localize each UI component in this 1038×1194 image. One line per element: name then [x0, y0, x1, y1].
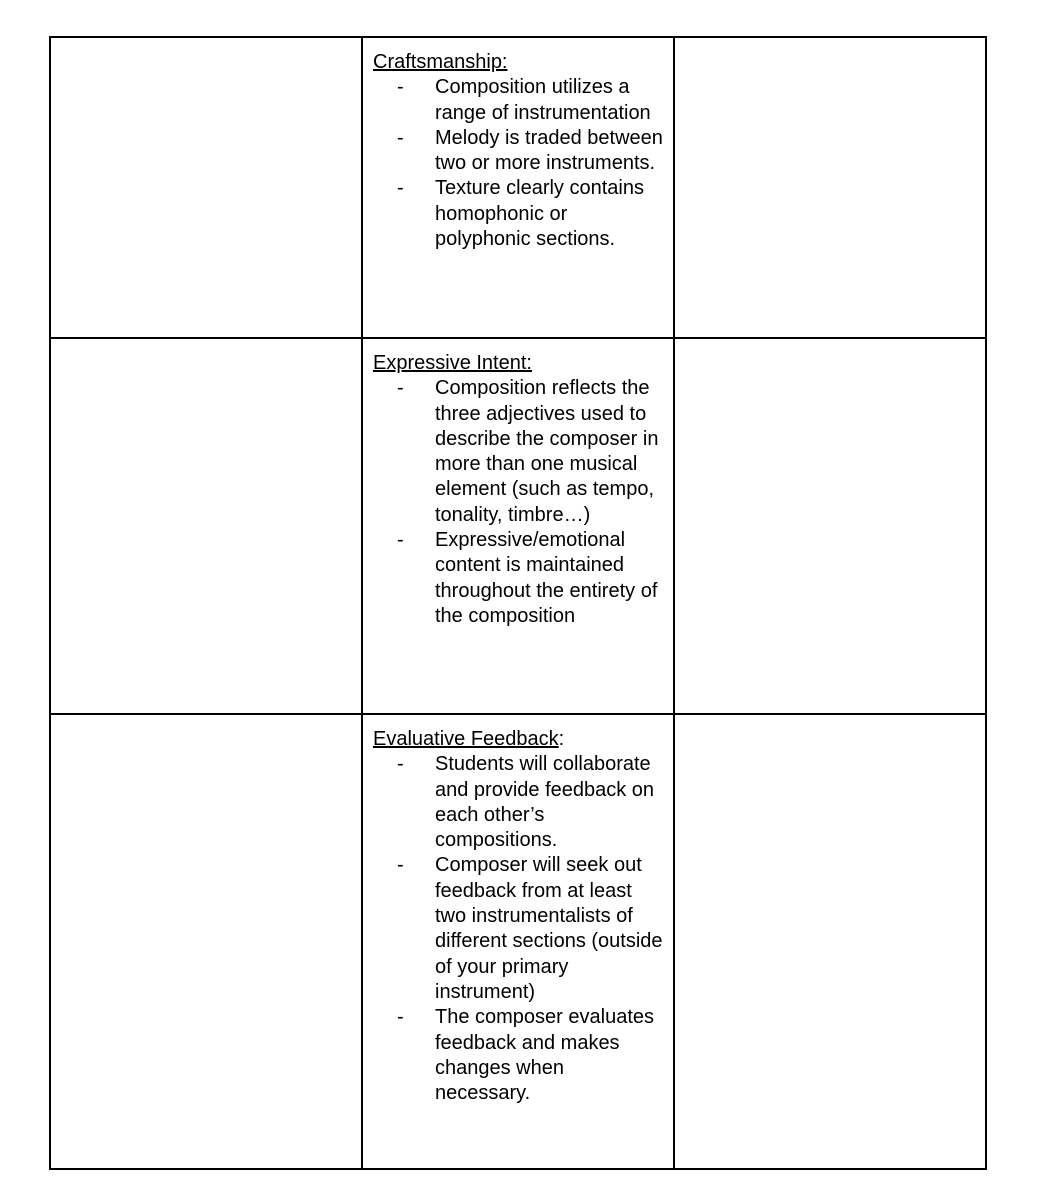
rubric-row-craftsmanship [50, 37, 986, 338]
list-item-text: Expressive/emotional content is maintained throughout the entirety of the composition [435, 529, 658, 627]
list-item-text: Composition utilizes a range of instrumentation [435, 76, 651, 124]
list-item-text: Texture clearly contains homophonic or polyphonic sections. [435, 177, 644, 251]
rubric-table [49, 36, 987, 1170]
list-item-text: The composer evaluates feedback and makes changes when necessary. [435, 1006, 655, 1105]
bullet-dash: - [397, 377, 404, 400]
empty-cell-right [674, 37, 986, 338]
criteria-list [373, 752, 663, 1106]
bullet-dash: - [397, 76, 404, 99]
list-item [373, 176, 663, 252]
list-item-text: Composition reflects the three adjectives used to describe the composer in more than one musical element (such as tempo, tonality, timbre…) [435, 377, 659, 526]
section-heading: Expressive Intent: [373, 352, 532, 374]
list-item [373, 1005, 663, 1106]
bullet-dash: - [397, 753, 404, 776]
list-item-text: Melody is traded between two or more instruments. [435, 126, 663, 175]
list-item [373, 126, 663, 177]
empty-cell-left [50, 714, 362, 1169]
heading-suffix: : [558, 728, 565, 750]
rubric-row-expressive-intent [50, 338, 986, 714]
bullet-dash: - [397, 854, 404, 877]
list-item [373, 376, 663, 528]
list-item-text: Students will collaborate and provide feedback on each other’s compositions. [435, 753, 655, 852]
section-heading: Evaluative Feedback [373, 728, 559, 750]
empty-cell-right [674, 714, 986, 1169]
bullet-dash: - [397, 177, 404, 200]
list-item [373, 853, 663, 1005]
criteria-list [373, 376, 663, 629]
list-item-text: Composer will seek out feedback from at least two instrumentalists of different sections (outside of your primary instrument) [435, 854, 663, 1003]
empty-cell-left [50, 338, 362, 714]
criteria-cell [362, 37, 674, 338]
bullet-dash: - [397, 529, 404, 552]
criteria-cell [362, 714, 674, 1169]
section-heading: Craftsmanship: [373, 51, 508, 73]
list-item [373, 75, 663, 126]
empty-cell-right [674, 338, 986, 714]
empty-cell-left [50, 37, 362, 338]
bullet-dash: - [397, 126, 404, 149]
list-item [373, 528, 663, 629]
bullet-dash: - [397, 1006, 404, 1029]
rubric-row-evaluative-feedback [50, 714, 986, 1169]
list-item [373, 752, 663, 853]
criteria-list [373, 75, 663, 252]
criteria-cell [362, 338, 674, 714]
